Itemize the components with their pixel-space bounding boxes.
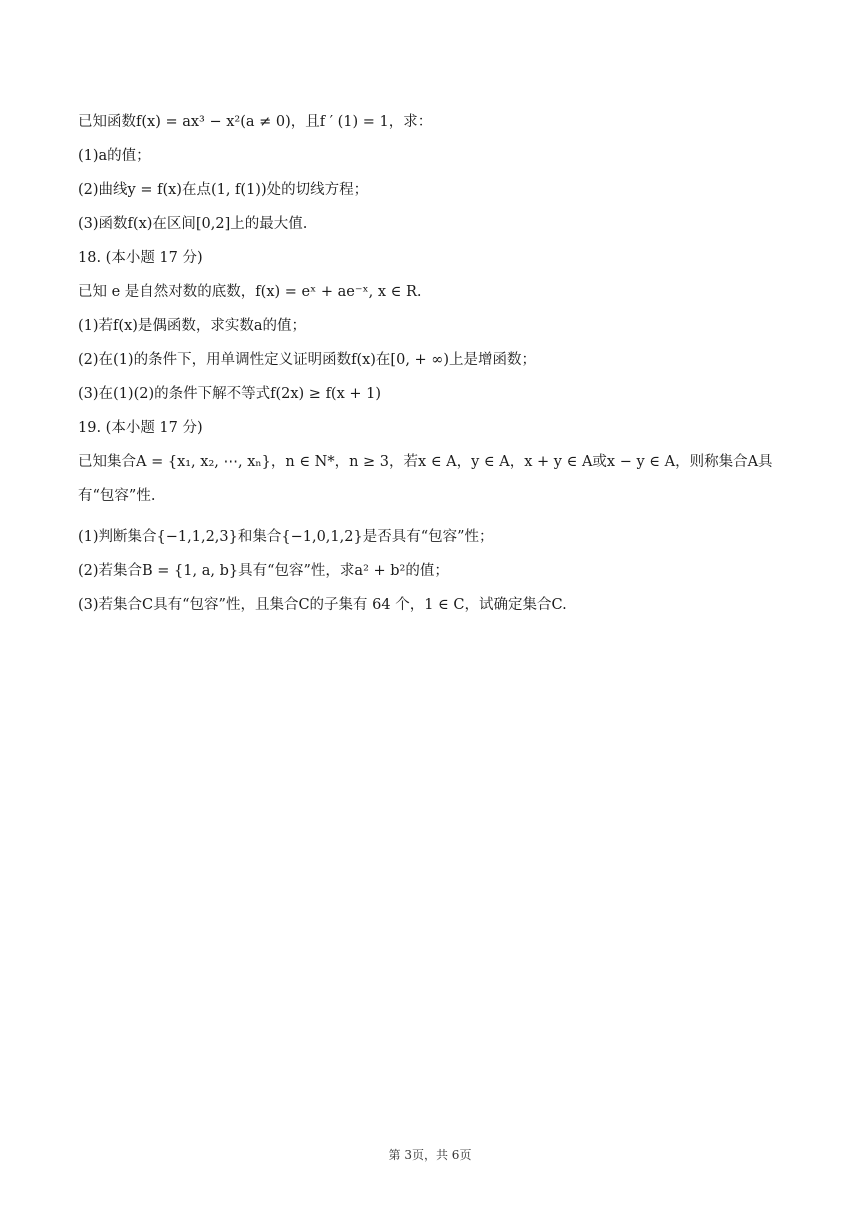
problem17-part-1: (1)a的值；: [78, 148, 151, 164]
problem17-part-2: (2)曲线y = f(x)在点(1, f(1))处的切线方程；: [78, 182, 369, 198]
problem19-stem: 已知集合A = {x₁, x₂, ⋯, xₙ}，n ∈ N*，n ≥ 3，若x ∈ A，y ∈ A，x + y ∈ A或x − y ∈ A，则称集合A具有“包容”性.: [78, 454, 773, 504]
problem18-part-2: (2)在(1)的条件下，用单调性定义证明函数f(x)在[0, + ∞)上是增函数；: [78, 352, 537, 368]
problem18-part-3: (3)在(1)(2)的条件下解不等式f(2x) ≥ f(x + 1): [78, 386, 382, 402]
problem18-header: 18. (本小题 17 分): [78, 250, 203, 266]
problem18-part-1: (1)若f(x)是偶函数，求实数a的值；: [78, 318, 307, 334]
problem19-header: 19. (本小题 17 分): [78, 420, 203, 436]
problem19-part-3: (3)若集合C具有“包容”性，且集合C的子集有 64 个，1 ∈ C，试确定集合C.: [78, 597, 567, 613]
problem18-stem: 已知 e 是自然对数的底数，f(x) = eˣ + ae⁻ˣ, x ∈ R.: [78, 284, 422, 300]
page-footer: 第 3页，共 6页: [388, 1148, 472, 1162]
problem19-part-2: (2)若集合B = {1, a, b}具有“包容”性，求a² + b²的值；: [78, 563, 449, 579]
page-content: [78, 112, 788, 629]
problem17-stem: 已知函数f(x) = ax³ − x²(a ≠ 0)，且f ′ (1) = 1，求：: [78, 114, 433, 130]
problem17-part-3: (3)函数f(x)在区间[0,2]上的最大值.: [78, 216, 308, 232]
problem19-part-1: (1)判断集合{−1,1,2,3}和集合{−1,0,1,2}是否具有“包容”性；: [78, 529, 494, 545]
